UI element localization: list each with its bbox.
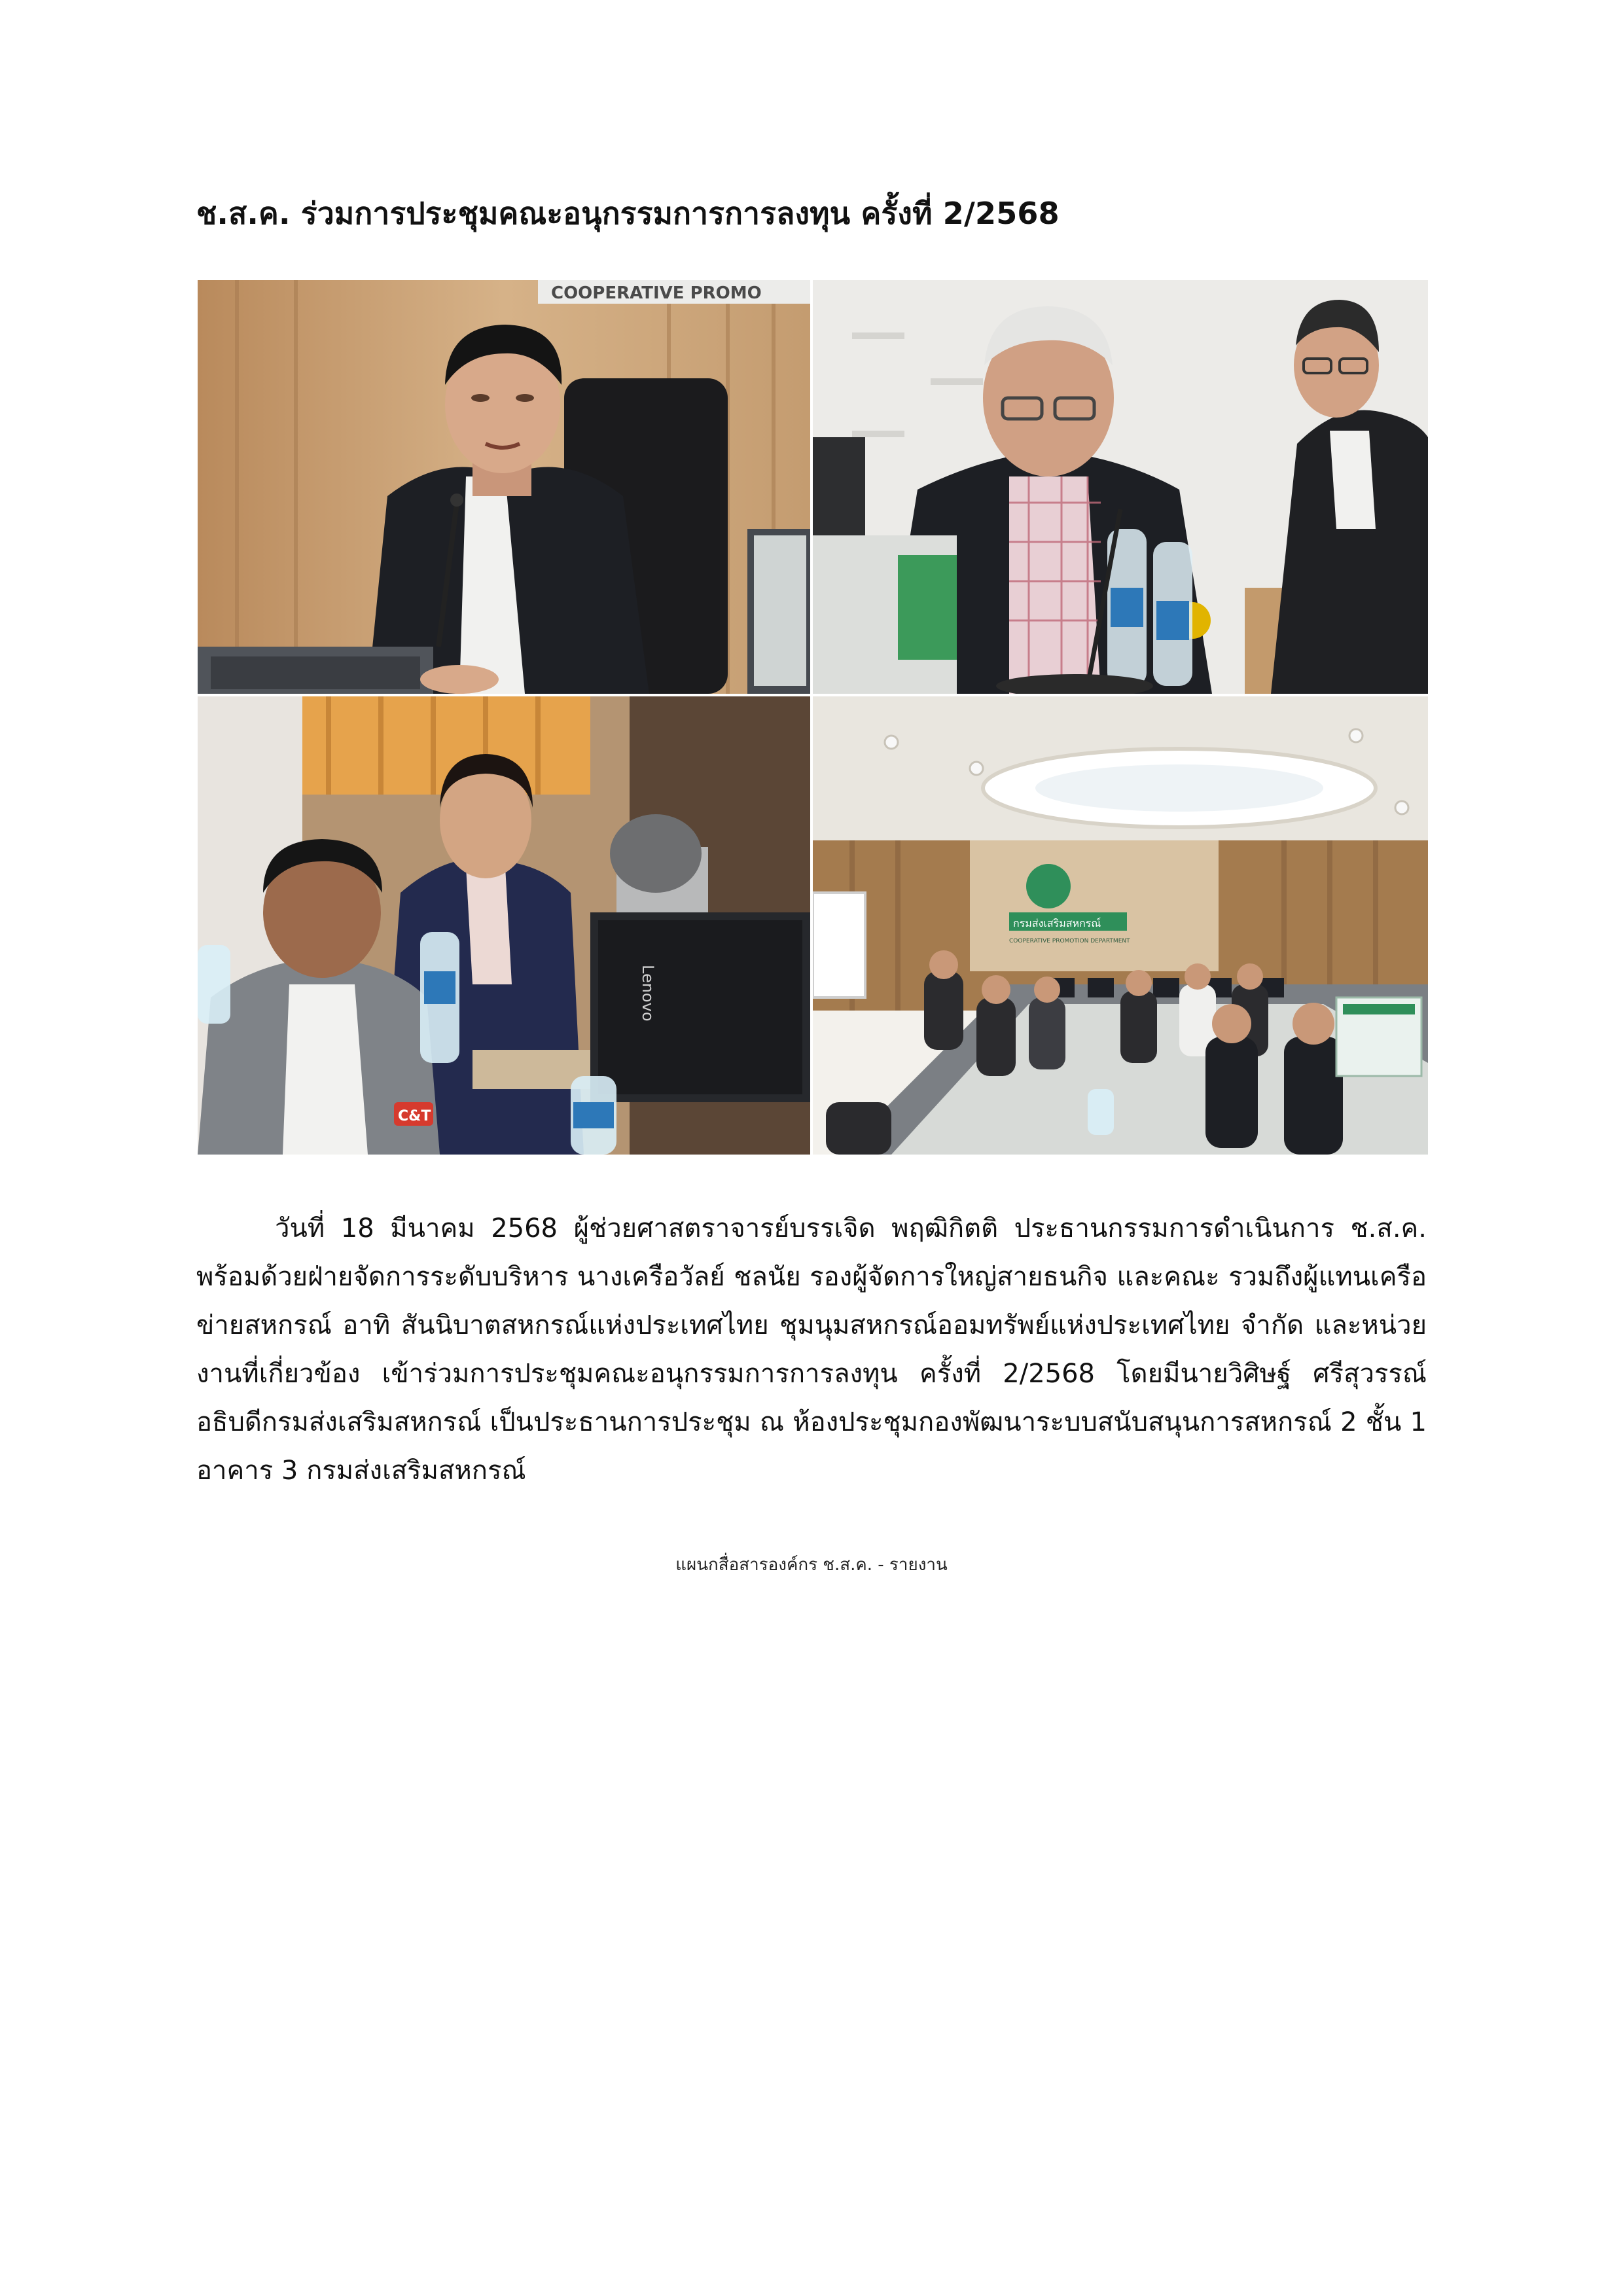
room-sign-english: COOPERATIVE PROMOTION DEPARTMENT: [1009, 938, 1130, 944]
monitor-brand-text: Lenovo: [639, 965, 657, 1022]
photo-laptops-image: [198, 696, 810, 1155]
page-title: ช.ส.ค. ร่วมการประชุมคณะอนุกรรมการการลงทุน ครั้งที่ 2/2568: [196, 196, 1060, 231]
photo-meeting-room: [813, 696, 1428, 1155]
photo-member-image: [813, 280, 1428, 694]
photo-collage: [198, 280, 1428, 1155]
photo-committee-member: [813, 280, 1428, 694]
photo-chairman-speaking: [198, 280, 810, 694]
report-credit: แผนกสื่อสารองค์กร ช.ส.ค. - รายงาน: [675, 1555, 948, 1575]
room-sign-thai: กรมส่งเสริมสหกรณ์: [1013, 917, 1101, 929]
wall-sign-text: COOPERATIVE PROMO: [551, 283, 762, 303]
news-body-paragraph: วันที่ 18 มีนาคม 2568 ผู้ช่วยศาสตราจารย์บรรเจิด พฤฒิกิตติ ประธานกรรมการดำเนินการ ช.ส.ค. พร้อมด้วยฝ่ายจัดการระดับบริหาร นางเครือวัลย์ ชลนัย รองผู้จัดการใหญ่สายธนกิจ และคณะ รวมถึงผู้แทนเครือข่ายสหกรณ์ อาทิ สันนิบาตสหกรณ์แห่งประเทศไทย ชุมนุมสหกรณ์ออมทรัพย์แห่งประเทศไทย จำกัด และหน่วยงานที่เกี่ยวข้อง เข้าร่วมการประชุมคณะอนุกรรมการการลงทุน ครั้งที่ 2/2568 โดยมีนายวิศิษฐ์ ศรีสุวรรณ์ อธิบดีกรมส่งเสริมสหกรณ์ เป็นประธานการประชุม ณ ห้องประชุมกองพัฒนาระบบสนับสนุนการสหกรณ์ 2 ชั้น 1 อาคาร 3 กรมส่งเสริมสหกรณ์: [196, 1213, 1427, 1486]
photo-room-image: [813, 696, 1428, 1155]
photo-members-at-laptops: [198, 696, 810, 1155]
badge-text: C&T: [398, 1108, 431, 1124]
photo-chairman-image: [198, 280, 810, 694]
